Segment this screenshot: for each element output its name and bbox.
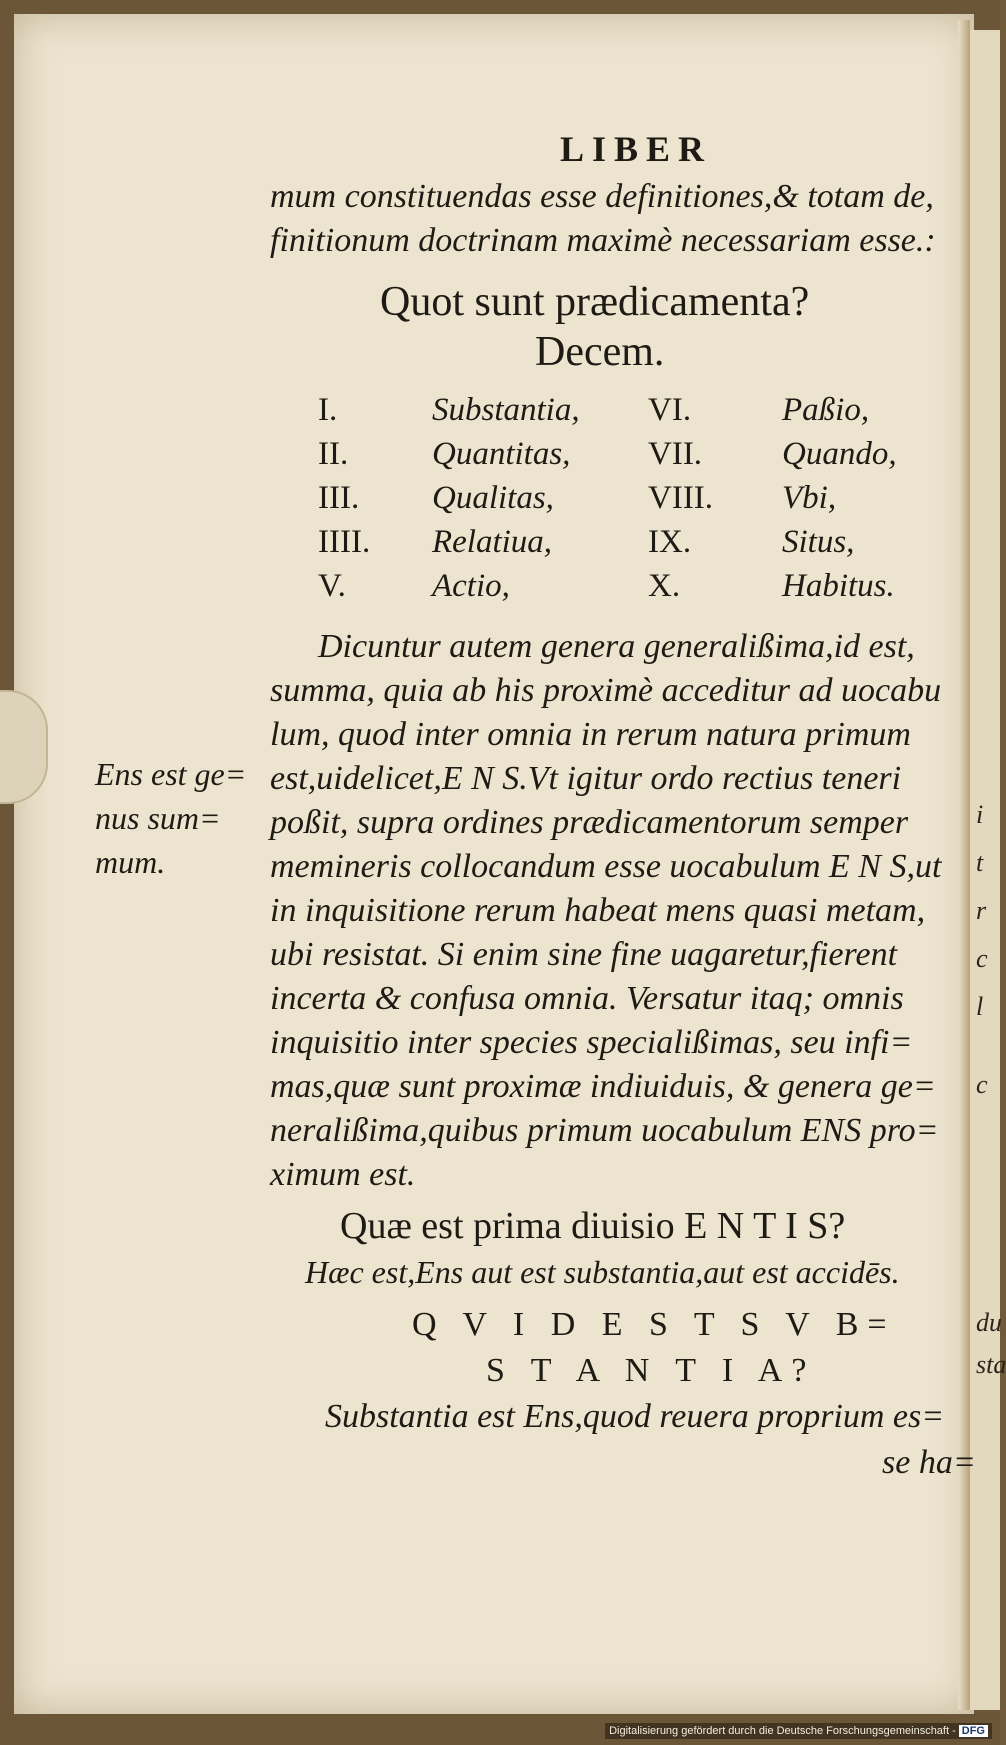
definition-line: Substantia est Ens,quod reuera proprium es= xyxy=(325,1398,945,1435)
category-number: V. xyxy=(318,568,346,604)
category-name: Habitus. xyxy=(782,568,895,604)
paragraph-line: memineris collocandum esse uocabulum E N S,ut xyxy=(270,848,942,885)
category-number: X. xyxy=(648,568,681,604)
paragraph-line: inquisitio inter species specialißimas, seu infi= xyxy=(270,1024,913,1061)
category-number: VII. xyxy=(648,436,703,472)
category-name: Actio, xyxy=(432,568,510,604)
category-number: VI. xyxy=(648,392,692,428)
fragment-letter: c xyxy=(976,1070,988,1099)
category-name: Quando, xyxy=(782,436,897,472)
category-number: I. xyxy=(318,392,338,428)
section-heading: S T A N T I A? xyxy=(486,1352,816,1389)
paragraph-line: neralißima,quibus primum uocabulum ENS pro= xyxy=(270,1112,939,1149)
paragraph-line: incerta & confusa omnia. Versatur itaq; omnis xyxy=(270,980,904,1017)
fragment-letter: l xyxy=(976,992,984,1021)
paragraph-line: lum, quod inter omnia in rerum natura primum xyxy=(270,716,911,753)
category-name: Vbi, xyxy=(782,480,837,516)
category-name: Qualitas, xyxy=(432,480,554,516)
fragment-letter: i xyxy=(976,800,984,829)
paragraph-line: ubi resistat. Si enim sine fine uagaretur,fierent xyxy=(270,936,898,973)
category-name: Relatiua, xyxy=(432,524,553,560)
digitization-credit xyxy=(605,1723,992,1739)
margin-note-line: Ens est ge= xyxy=(95,756,247,792)
paragraph-line: poßit, supra ordines prædicamentorum semper xyxy=(270,804,909,841)
category-name: Quantitas, xyxy=(432,436,571,472)
answer-heading: Decem. xyxy=(535,329,665,375)
intro-line: mum constituendas esse definitiones,& totam de, xyxy=(270,178,934,215)
category-name: Situs, xyxy=(782,524,855,560)
category-number: IIII. xyxy=(318,524,371,560)
category-number: II. xyxy=(318,436,349,472)
paragraph-line: est,uidelicet,E N S.Vt igitur ordo rectius teneri xyxy=(270,760,902,797)
division-question: Quæ est prima diuisio E N T I S? xyxy=(340,1205,846,1247)
running-header: LIBER xyxy=(560,129,713,169)
paragraph-line: ximum est. xyxy=(270,1156,416,1193)
fragment-letter: r xyxy=(976,896,987,925)
category-number: III. xyxy=(318,480,360,516)
intro-line: finitionum doctrinam maximè necessariam esse.: xyxy=(270,222,936,259)
section-heading: Q V I D E S T S V B= xyxy=(412,1306,896,1343)
category-number: VIII. xyxy=(648,480,714,516)
paragraph-line: summa, quia ab his proximè acceditur ad uocabu xyxy=(270,672,942,709)
question-heading: Quot sunt prædicamenta? xyxy=(380,279,810,325)
paragraph-line: Dicuntur autem genera generalißima,id est, xyxy=(318,628,915,665)
paragraph-line: mas,quæ sunt proximæ indiuiduis, & genera ge= xyxy=(270,1068,936,1105)
fragment-letter: c xyxy=(976,944,988,973)
division-answer: Hæc est,Ens aut est substantia,aut est accidēs. xyxy=(305,1254,900,1290)
fragment-letter: sta xyxy=(976,1350,1006,1379)
paragraph-line: in inquisitione rerum habeat mens quasi metam, xyxy=(270,892,926,929)
fragment-letter: du xyxy=(976,1308,1002,1337)
margin-note-line: nus sum= xyxy=(95,800,221,836)
dfg-logo: DFG xyxy=(959,1725,988,1737)
catchword: se ha= xyxy=(882,1444,976,1481)
fragment-letter: t xyxy=(976,848,984,877)
margin-note-line: mum. xyxy=(95,844,166,880)
category-name: Substantia, xyxy=(432,392,580,428)
category-name: Paßio, xyxy=(782,392,870,428)
credit-text: Digitalisierung gefördert durch die Deutsche Forschungsgemeinschaft - xyxy=(609,1725,956,1737)
category-number: IX. xyxy=(648,524,692,560)
